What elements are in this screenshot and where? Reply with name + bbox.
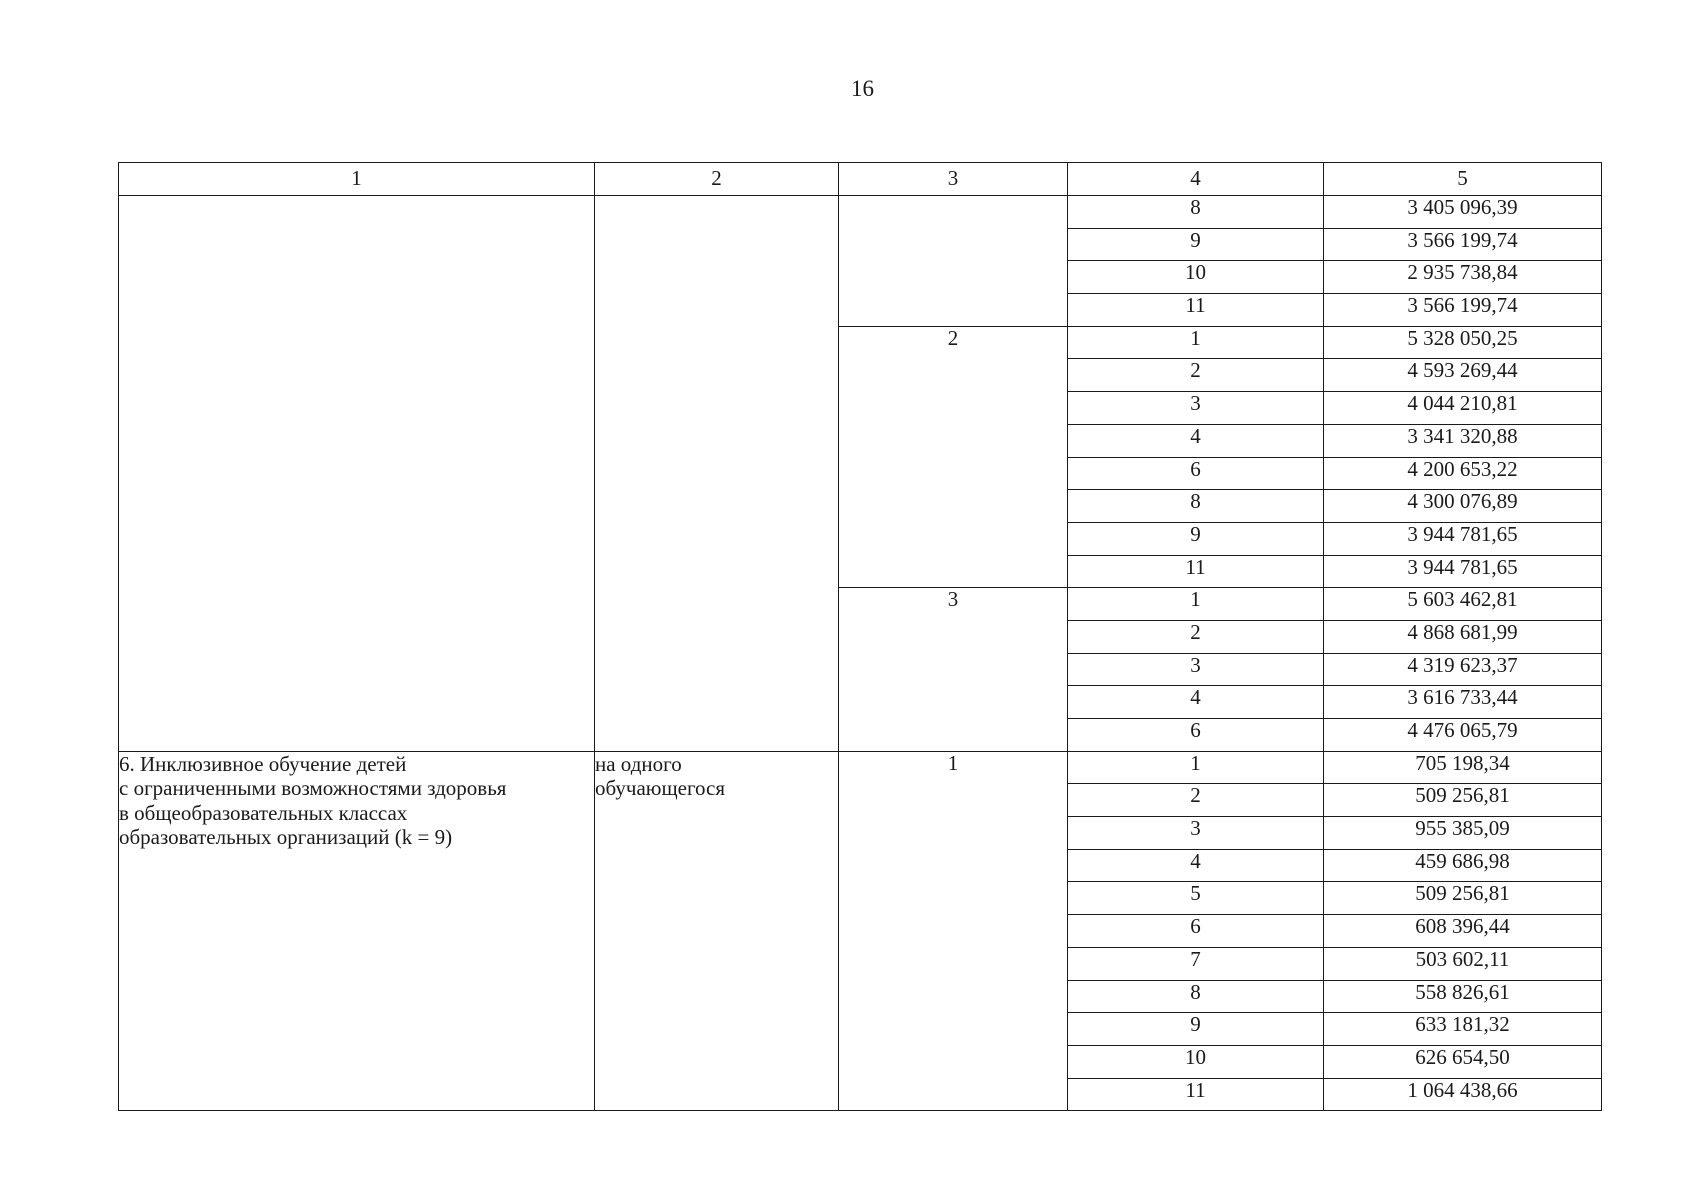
- subgroup-cell: 7: [1068, 947, 1324, 980]
- unit-text-line: обучающегося: [595, 776, 726, 801]
- value-cell: 4 319 623,37: [1324, 653, 1602, 686]
- page-number: 16: [851, 76, 874, 101]
- value-cell: 5 328 050,25: [1324, 326, 1602, 359]
- table-row: [119, 751, 1602, 784]
- subgroup-cell: 4: [1068, 424, 1324, 457]
- subgroup-cell: 9: [1068, 522, 1324, 555]
- subgroup-cell: 10: [1068, 1045, 1324, 1078]
- subgroup-cell: 9: [1068, 228, 1324, 261]
- subgroup-cell: 6: [1068, 719, 1324, 752]
- subgroup-cell: 1: [1068, 751, 1324, 784]
- subgroup-cell: 3: [1068, 817, 1324, 850]
- continuation-unit-cell: [595, 196, 839, 752]
- value-cell: 4 868 681,99: [1324, 620, 1602, 653]
- subgroup-cell: 3: [1068, 653, 1324, 686]
- value-cell: 626 654,50: [1324, 1045, 1602, 1078]
- category-text-line: с ограниченными возможностями здоровья: [119, 776, 507, 801]
- category-text-line: 6. Инклюзивное обучение детей: [119, 751, 407, 776]
- category-text-line: в общеобразовательных классах: [119, 800, 408, 825]
- value-cell: 459 686,98: [1324, 849, 1602, 882]
- value-cell: 3 944 781,65: [1324, 555, 1602, 588]
- value-cell: 1 064 438,66: [1324, 1078, 1602, 1111]
- subgroup-cell: 8: [1068, 980, 1324, 1013]
- continuation-group-cell: 3: [839, 588, 1068, 751]
- value-cell: 4 476 065,79: [1324, 719, 1602, 752]
- value-cell: 633 181,32: [1324, 1013, 1602, 1046]
- value-cell: 3 405 096,39: [1324, 196, 1602, 229]
- value-cell: 4 044 210,81: [1324, 392, 1602, 425]
- header-col-5: 5: [1324, 163, 1602, 196]
- section6-category-cell: [119, 751, 595, 1111]
- value-cell: 608 396,44: [1324, 915, 1602, 948]
- value-cell: 503 602,11: [1324, 947, 1602, 980]
- subgroup-cell: 2: [1068, 620, 1324, 653]
- value-cell: 509 256,81: [1324, 882, 1602, 915]
- section6-unit-cell: [595, 751, 839, 1111]
- section6-group-cell: 1: [839, 751, 1068, 1111]
- value-cell: 4 300 076,89: [1324, 490, 1602, 523]
- subgroup-cell: 1: [1068, 588, 1324, 621]
- subgroup-cell: 8: [1068, 490, 1324, 523]
- subgroup-cell: 3: [1068, 392, 1324, 425]
- subgroup-cell: 11: [1068, 294, 1324, 327]
- subgroup-cell: 11: [1068, 1078, 1324, 1111]
- header-row: [119, 163, 1602, 196]
- tariff-table: [118, 162, 1602, 1111]
- continuation-category-cell: [119, 196, 595, 752]
- continuation-group-cell: 2: [839, 326, 1068, 588]
- subgroup-cell: 11: [1068, 555, 1324, 588]
- value-cell: 705 198,34: [1324, 751, 1602, 784]
- value-cell: 4 200 653,22: [1324, 457, 1602, 490]
- header-col-4: 4: [1068, 163, 1324, 196]
- subgroup-cell: 5: [1068, 882, 1324, 915]
- value-cell: 3 944 781,65: [1324, 522, 1602, 555]
- value-cell: 955 385,09: [1324, 817, 1602, 850]
- subgroup-cell: 9: [1068, 1013, 1324, 1046]
- value-cell: 558 826,61: [1324, 980, 1602, 1013]
- value-cell: 5 603 462,81: [1324, 588, 1602, 621]
- table-row: [119, 196, 1602, 229]
- subgroup-cell: 1: [1068, 326, 1324, 359]
- header-col-3: 3: [839, 163, 1068, 196]
- subgroup-cell: 10: [1068, 261, 1324, 294]
- subgroup-cell: 8: [1068, 196, 1324, 229]
- value-cell: 3 566 199,74: [1324, 228, 1602, 261]
- header-col-2: 2: [595, 163, 839, 196]
- value-cell: 3 616 733,44: [1324, 686, 1602, 719]
- value-cell: 4 593 269,44: [1324, 359, 1602, 392]
- header-col-1: 1: [119, 163, 595, 196]
- value-cell: 509 256,81: [1324, 784, 1602, 817]
- unit-text-line: на одного: [595, 751, 682, 776]
- continuation-group-cell: [839, 196, 1068, 327]
- subgroup-cell: 6: [1068, 915, 1324, 948]
- subgroup-cell: 2: [1068, 359, 1324, 392]
- value-cell: 3 341 320,88: [1324, 424, 1602, 457]
- subgroup-cell: 2: [1068, 784, 1324, 817]
- category-text-line: образовательных организаций (k = 9): [119, 825, 453, 850]
- subgroup-cell: 4: [1068, 686, 1324, 719]
- value-cell: 2 935 738,84: [1324, 261, 1602, 294]
- subgroup-cell: 4: [1068, 849, 1324, 882]
- value-cell: 3 566 199,74: [1324, 294, 1602, 327]
- table-body: [119, 196, 1602, 1111]
- subgroup-cell: 6: [1068, 457, 1324, 490]
